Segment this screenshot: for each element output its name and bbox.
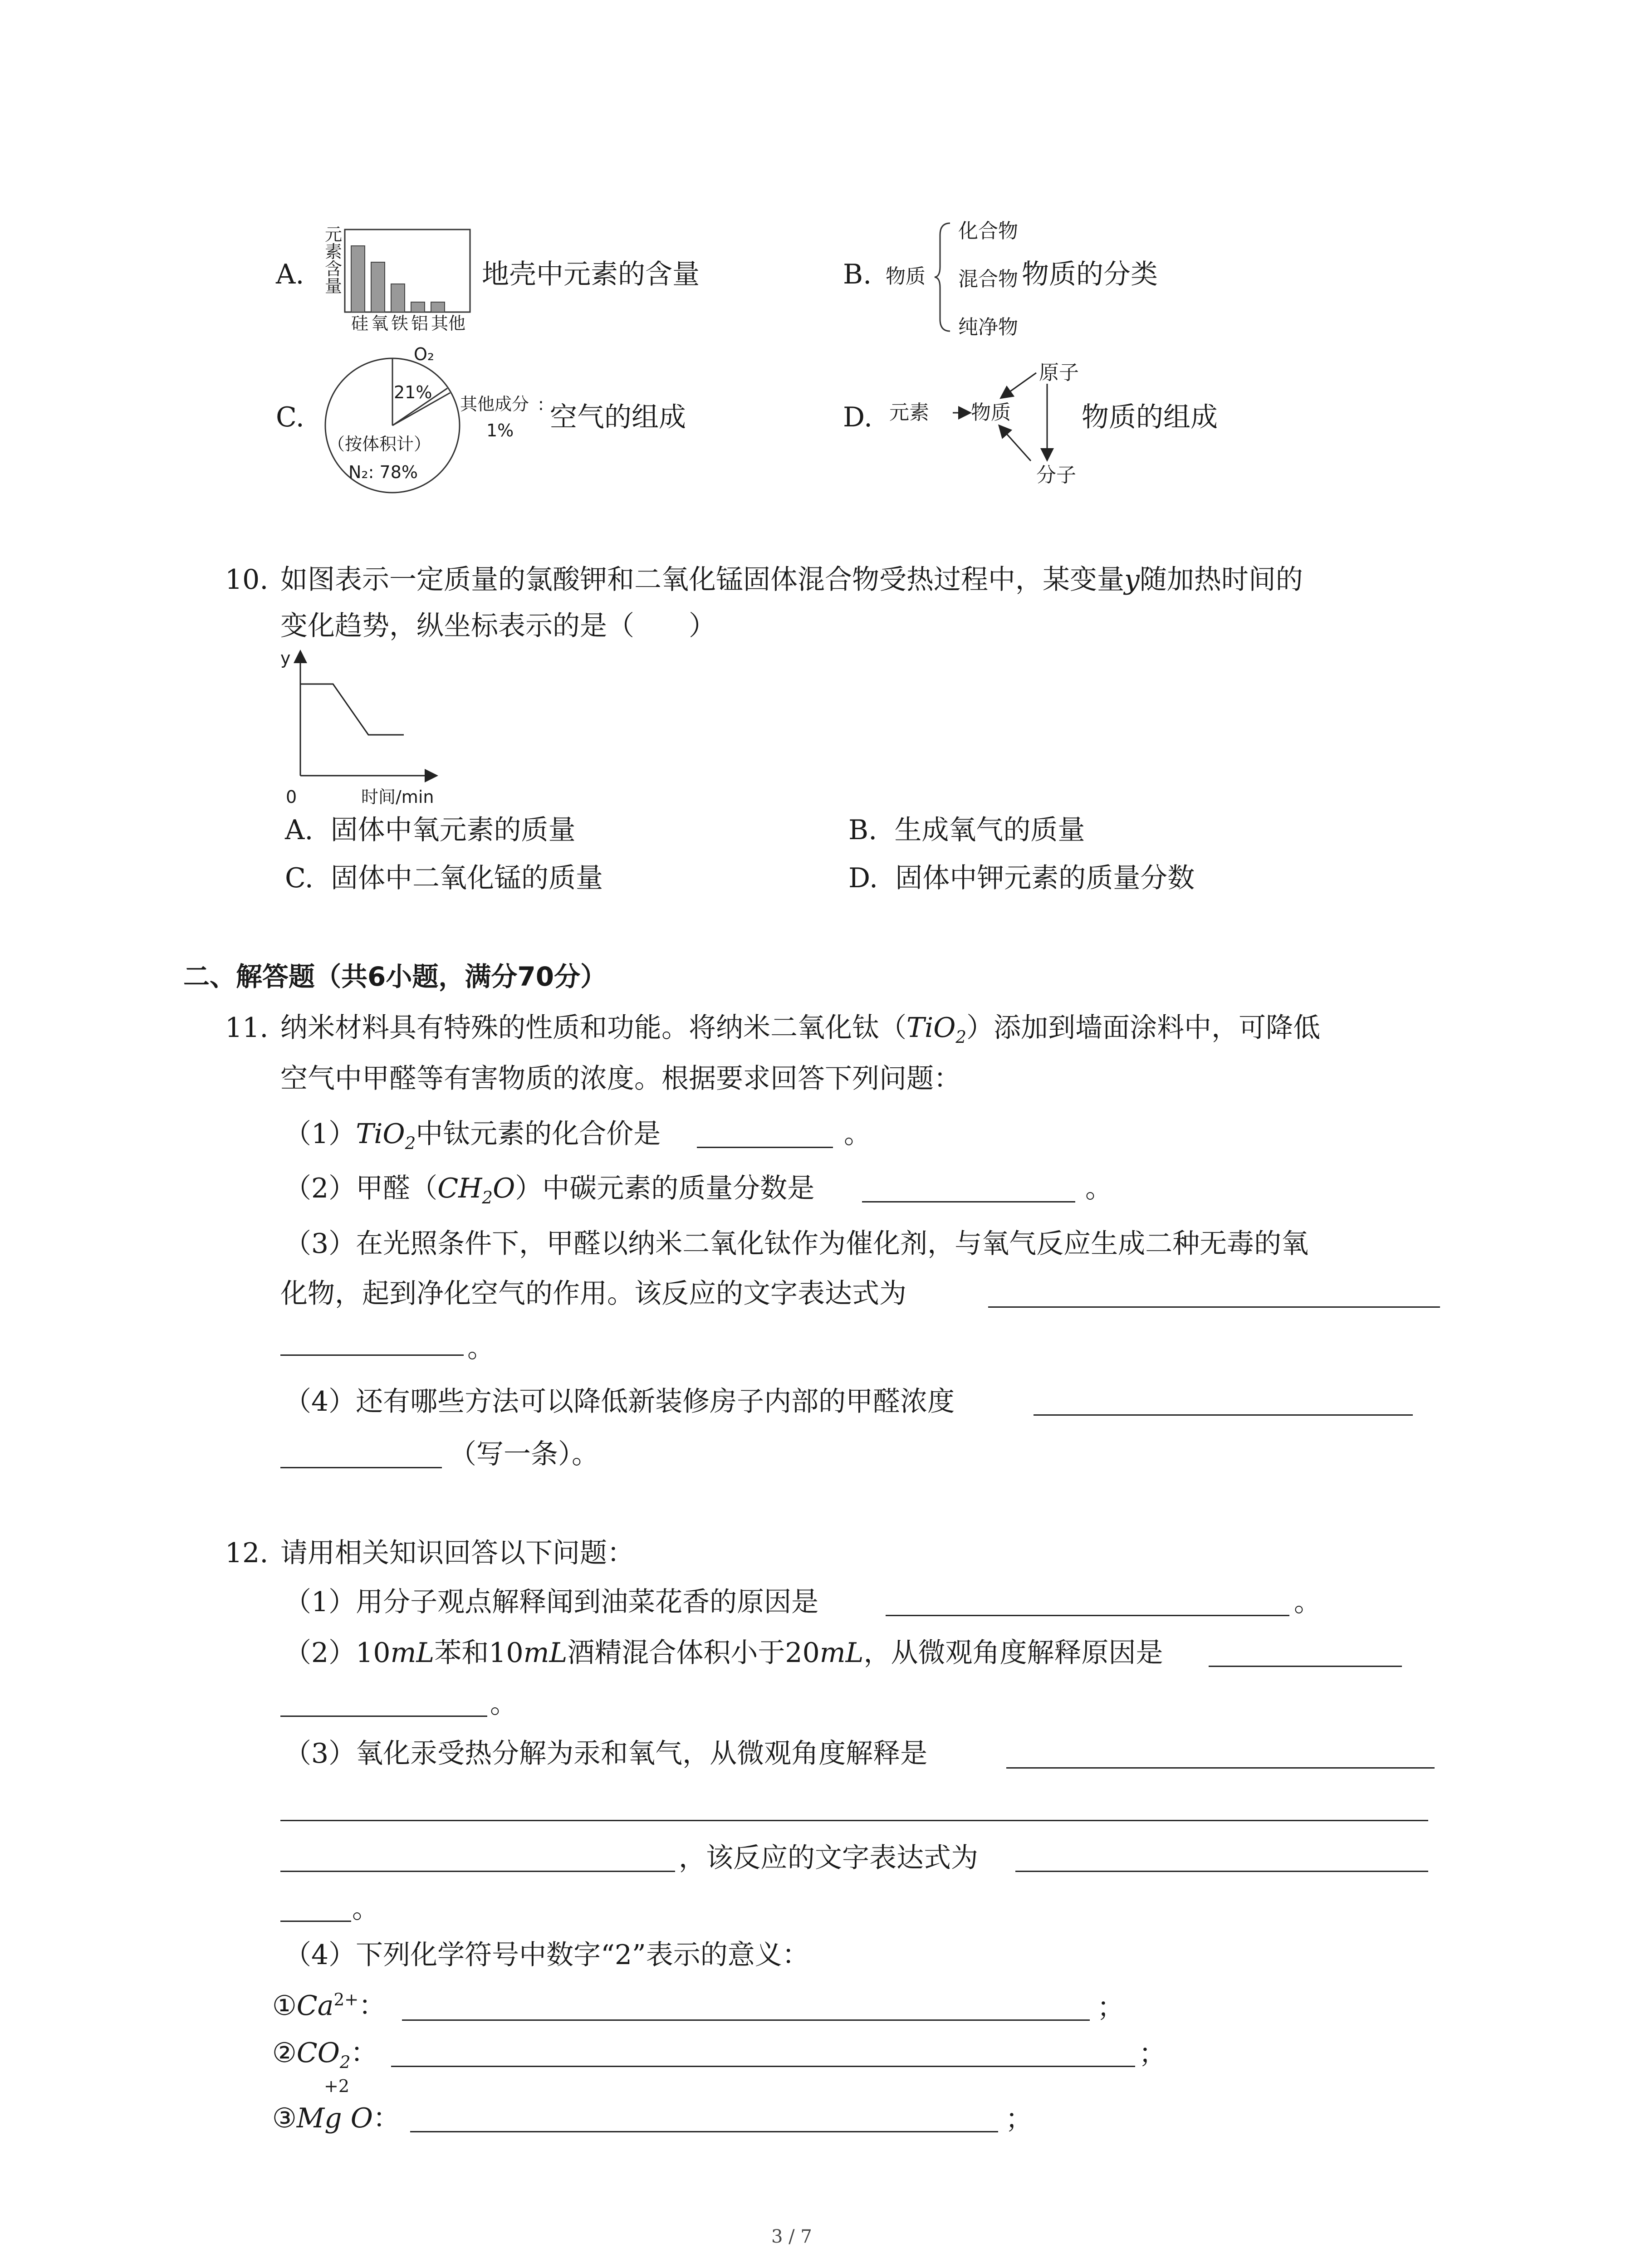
q12-part1: （1）用分子观点解释闻到油菜花香的原因是 (284, 1586, 819, 1618)
q11-number: 11. (225, 1012, 269, 1044)
q12-part1-end: 。 (1294, 1586, 1321, 1618)
pie-label-colon: : (538, 394, 544, 414)
q12-part2-blank-1[interactable] (1209, 1666, 1402, 1667)
symbol-mgo: ③Mg O： (272, 2102, 400, 2134)
composition-element: 元素 (889, 401, 929, 424)
pie-label-1: 1% (486, 420, 514, 440)
q11-intro-line1: 纳米材料具有特殊的性质和功能。将纳米二氧化钛（TiO$_2$）添加到墙面涂料中，可降低 (280, 1012, 1321, 1047)
class-item-pure: 纯净物 (958, 316, 1018, 339)
bar-chart-ylabel: 元 素 含 量 (325, 225, 343, 296)
q11-part3-line2: 化物，起到净化空气的作用。该反应的文字表达式为 (280, 1278, 906, 1310)
q12-part2-end: 。 (490, 1688, 517, 1720)
option-b-caption: 物质的分类 (1022, 259, 1158, 290)
q12-part3-blank-4[interactable] (1015, 1871, 1428, 1872)
q12-part3: （3）氧化汞受热分解为汞和氧气，从微观角度解释是 (284, 1738, 928, 1769)
symbol-mgo-end: ； (1005, 2103, 1033, 2135)
class-item-compound: 化合物 (958, 220, 1018, 243)
symbol-mgo-blank[interactable] (410, 2131, 998, 2132)
q12-part3-blank-5[interactable] (280, 1921, 351, 1922)
pie-label-n2: N₂: 78% (348, 462, 418, 482)
graph-xlabel: 时间/min (361, 787, 434, 807)
q12-part1-blank[interactable] (886, 1615, 1289, 1616)
q11-part3-line1: （3）在光照条件下，甲醛以纳米二氧化钛作为催化剂，与氧气反应生成二种无毒的氧 (284, 1228, 1309, 1260)
q10-option-b: B. 生成氧气的质量 (848, 814, 1085, 846)
q11-part1: （1）TiO$_2$中钛元素的化合价是 (284, 1118, 661, 1153)
q11-part2-end: 。 (1085, 1173, 1112, 1204)
section-heading: 二、解答题（共6小题，满分70分） (183, 961, 607, 992)
composition-molecule: 分子 (1036, 464, 1076, 487)
composition-substance: 物质 (971, 401, 1011, 424)
q12-part3-blank-1[interactable] (1006, 1767, 1435, 1769)
option-a-caption: 地壳中元素的含量 (482, 259, 700, 290)
q11-part4: （4）还有哪些方法可以降低新装修房子内部的甲醛浓度 (284, 1386, 955, 1418)
option-c-caption: 空气的组成 (550, 401, 686, 433)
symbol-co2-blank[interactable] (391, 2066, 1135, 2067)
q11-part2-blank[interactable] (862, 1201, 1075, 1202)
symbol-co2-end: ； (1139, 2038, 1166, 2070)
q11-part1-blank[interactable] (697, 1147, 833, 1148)
q11-part4-blank-1[interactable] (1034, 1414, 1413, 1416)
element-content-bar-chart (323, 227, 472, 327)
q11-part4-blank-2[interactable] (280, 1467, 442, 1468)
pie-label-other: 其他成分 (460, 394, 529, 414)
classification-root: 物质 (886, 265, 926, 288)
bar-xlabel-si: 硅 (351, 313, 369, 333)
page-number: 3 / 7 (771, 2226, 812, 2247)
pie-label-o2: O₂ (414, 344, 435, 364)
q12-part3-blank-2[interactable] (280, 1820, 1428, 1821)
bar-xlabel-al: 铝 (411, 313, 429, 333)
symbol-ca-blank[interactable] (402, 2019, 1090, 2021)
brace-icon (934, 221, 952, 333)
q12-part3-mid: ，该反应的文字表达式为 (679, 1842, 978, 1874)
q11-part3-blank-2[interactable] (280, 1354, 464, 1356)
q11-part4-end: （写一条）。 (449, 1438, 599, 1470)
option-a-letter: A. (276, 259, 304, 290)
q10-stem-line2: 变化趋势，纵坐标表示的是（ ） (280, 610, 716, 642)
q12-part4: （4）下列化学符号中数字“2”表示的意义： (284, 1939, 809, 1971)
option-c-letter: C. (276, 401, 304, 433)
q12-part2: （2）10mL苯和10mL酒精混合体积小于20mL，从微观角度解释原因是 (284, 1637, 1163, 1669)
composition-arrows (926, 354, 1071, 490)
option-d-caption: 物质的组成 (1082, 401, 1218, 433)
option-b-letter: B. (843, 259, 872, 290)
q11-intro-line2: 空气中甲醛等有害物质的浓度。根据要求回答下列问题： (280, 1063, 961, 1095)
option-d-letter: D. (843, 401, 873, 433)
q10-stem-line1: 如图表示一定质量的氯酸钾和二氧化锰固体混合物受热过程中，某变量y随加热时间的 (280, 564, 1303, 596)
q11-part2: （2）甲醛$(CH_2O)$中碳元素的质量分数是 (284, 1173, 815, 1207)
q12-number: 12. (225, 1537, 269, 1569)
q10-option-a: A. 固体中氧元素的质量 (285, 814, 576, 846)
q12-intro: 请用相关知识回答以下问题： (280, 1537, 634, 1569)
symbol-co2: $②CO_2$： (272, 2037, 378, 2072)
bar-xlabel-fe: 铁 (391, 313, 409, 333)
graph-ylabel: y (280, 648, 291, 668)
q11-part1-end: 。 (844, 1118, 871, 1150)
graph-origin: 0 (286, 787, 297, 807)
q10-number: 10. (225, 564, 269, 596)
q10-option-c: C. 固体中二氧化锰的质量 (285, 862, 603, 894)
class-item-mixture: 混合物 (958, 268, 1018, 291)
q12-part2-blank-2[interactable] (280, 1716, 487, 1717)
bar-xlabel-other: 其他 (431, 313, 466, 333)
q11-part3-end: 。 (467, 1332, 495, 1364)
bar-xlabel-o: 氧 (371, 313, 389, 333)
symbol-ca: $①Ca^{2+}$： (272, 1989, 386, 2022)
q12-part3-end: 。 (352, 1893, 379, 1925)
q11-part3-blank-1[interactable] (988, 1306, 1440, 1308)
q10-option-d: D. 固体中钾元素的质量分数 (848, 862, 1195, 894)
pie-label-note: （按体积计） (328, 434, 431, 454)
q12-part3-blank-3[interactable] (280, 1871, 675, 1872)
q10-line-graph (272, 644, 445, 807)
symbol-ca-end: ； (1097, 1992, 1124, 2024)
symbol-mgo-valence: +2 (324, 2076, 350, 2096)
pie-label-21: 21% (394, 382, 432, 402)
composition-atom: 原子 (1039, 361, 1079, 384)
